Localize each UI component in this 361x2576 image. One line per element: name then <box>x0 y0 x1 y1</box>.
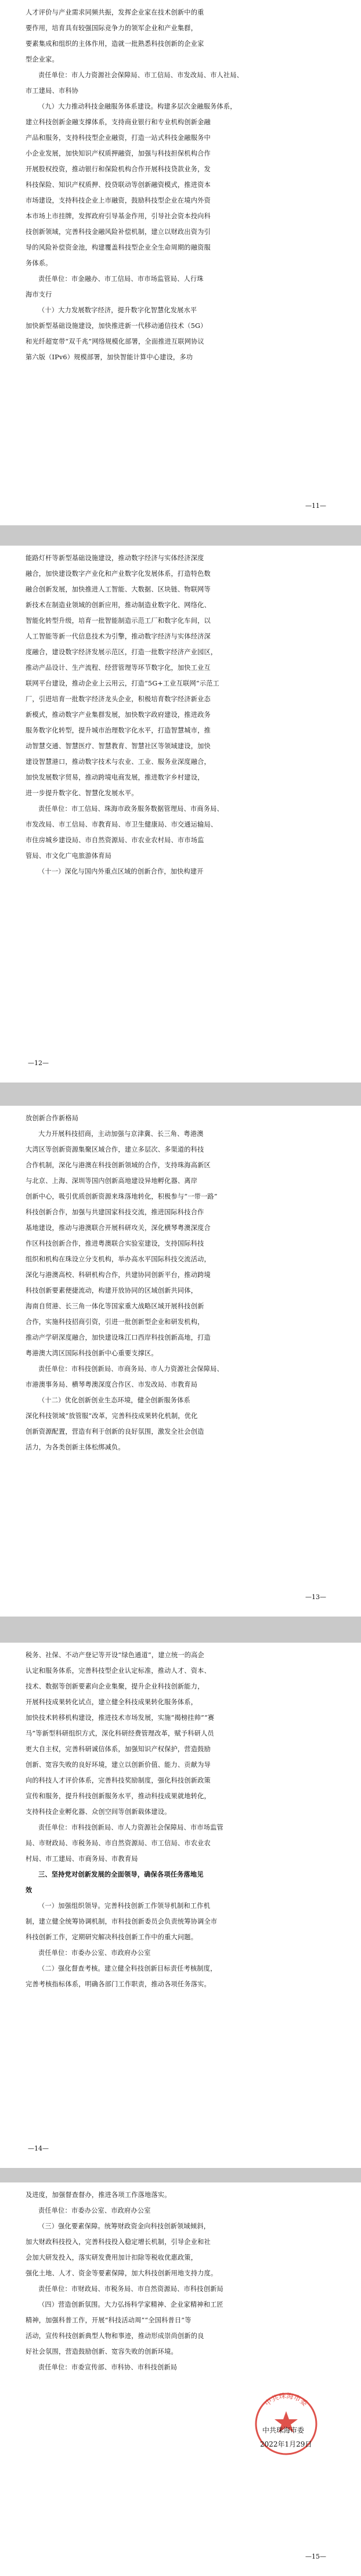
text-line: 建立科技创新金融支撑体系，支持商业银行和专业机构创新金融 <box>26 118 211 126</box>
text-line: （四）营造创新氛围。大力弘扬科学家精神、企业家精神和工匠 <box>38 2301 223 2308</box>
text-line: 市住房城乡建设局、市自然资源局、市农业农村局、市市场监 <box>26 836 204 844</box>
text-line: 能路灯杆等新型基础设施建设，推动数字经济与实体经济深度 <box>26 554 204 562</box>
issuer-name: 中共珠海市委 <box>262 2426 305 2434</box>
text-line: 进一步提升数字化、智慧化发展水平。 <box>26 789 138 797</box>
page-3 <box>0 1106 361 1617</box>
text-line: 推动产学研深度融合，加快建设珠江口西岸科技创新高地，打造 <box>26 1334 211 1341</box>
text-line: 组织和机构在珠设立分支机构，举办高水平国际科技交流活动， <box>26 1255 211 1263</box>
seal-arc-text: 中共珠海市委 <box>263 2391 309 2408</box>
text-line: 开展科技成果转化试点，建立健全科技成果转化服务体系， <box>26 1698 198 1706</box>
text-line: 责任单位：市财政局、市税务局、市自然资源局、市科技创新局 <box>38 2285 223 2293</box>
text-line: 本市场上市挂牌，发挥政府引导基金作用，引导社会资本投向科 <box>26 212 211 220</box>
text-line: 深化与港澳高校、科研机构合作，共建协同创新平台，推动跨境 <box>26 1271 211 1279</box>
text-line: 创新资源配置，营造有利于创新的良好氛围，激发全社会创造 <box>26 1428 204 1435</box>
page-body <box>26 1110 335 1455</box>
text-line: 大力开展科技招商，主动加强与京津冀、长三角、粤港澳 <box>38 1130 204 1138</box>
section-heading-line: 效 <box>26 1886 33 1894</box>
text-line: 强化土地、人才、资金等要素保障，加大科技创新用地支持力度。 <box>26 2270 218 2277</box>
text-line: 加快新型基础设施建设，加快推进新一代移动通信技术（5G） <box>26 322 207 330</box>
text-line: 大湾区等创新资源集聚区域合作，建立多层次、多渠道的科技 <box>26 1146 204 1153</box>
text-line: （三）强化要素保障。统筹财政资金向科技创新领域倾斜， <box>38 2223 211 2230</box>
text-line: 新模式，推动数字产业集群发展，加快数字政府建设，推进政务 <box>26 711 211 719</box>
page-5 <box>0 2182 361 2576</box>
text-line: 责任单位：市科技创新局、市人力资源社会保障局、市市场监管 <box>38 1824 223 1831</box>
page-body <box>26 2187 335 2375</box>
text-line: 科技创新工作，定期研究解决科技创新工作中的重大问题。 <box>26 1933 198 1941</box>
text-line: 会加大研发投入，落实研发费用加计扣除等税收优惠政策， <box>26 2254 198 2261</box>
text-line: 开展股权投资，推动银行和保险机构合作开展科技贷款业务，发 <box>26 165 211 173</box>
text-line: 导的风险补偿资金池，构建覆盖科技型企业全生命周期的融资服 <box>26 244 211 251</box>
text-line: 人才评价与产业需求同频共振，发挥企业家在技术创新中的重 <box>26 9 204 16</box>
text-line: 科技保险、知识产权质押、投贷联动等创新融资模式，推进资本 <box>26 181 211 189</box>
text-line: 市港澳事务局、横琴粤澳深度合作区、市发改局、市教育局 <box>26 1381 198 1388</box>
text-line: 科技创新要素便捷流动，构建开放协同的区域创新共同体， <box>26 1287 198 1294</box>
text-line: 深化科技领域“放管服”改革，完善科技成果转化机制，优化 <box>26 1412 198 1420</box>
page-number: —13— <box>305 1593 326 1601</box>
text-line: 马”等新型科研组织方式，深化科研经费管理改革，赋予科研人员 <box>26 1730 214 1737</box>
text-line: 市场建设，支持科技企业上市融资，鼓励科技型企业在境内外资 <box>26 197 211 204</box>
text-line: 厂，引进培育一批数字经济龙头企业，积极培育数字经济新业态 <box>26 695 211 703</box>
text-line: 推动产品设计、生产流程、经营管理等环节数字化，加快工业互 <box>26 664 211 672</box>
text-line: 活力，为各类创新主体松绑减负。 <box>26 1444 125 1451</box>
text-line: 技术、数据等创新要素向企业集聚，提升企业科技创新能力， <box>26 1683 204 1690</box>
text-line: 动智慧交通、智慧医疗、智慧教育、智慧社区等领域建设，加快 <box>26 742 211 750</box>
text-line: 制，建立健全统筹协调机制，市科技创新委员会负责统筹协调全市 <box>26 1918 218 1925</box>
text-line: 联网平台建设，推动企业上云用云，打造“5G+工业互联网”示范工 <box>26 680 219 687</box>
text-line: （十）大力发展数字经济，提升数字化智慧化发展水平 <box>38 306 197 314</box>
text-line: 更大自主权，完善科研诚信体系，加强知识产权保护，营造鼓励 <box>26 1745 211 1753</box>
page-2 <box>0 546 361 1083</box>
text-line: 放创新合作新格局 <box>26 1114 79 1122</box>
text-line: 创新、宽容失败的良好环境，建立以创新价值、能力、贡献为导 <box>26 1761 211 1769</box>
page-number: —15— <box>305 2553 326 2560</box>
text-line: 务体系。 <box>26 259 52 267</box>
text-line: 合作机制，深化与港澳在科技创新领域的合作，支持珠海高新区 <box>26 1161 211 1169</box>
page-number: —14— <box>28 2145 49 2152</box>
text-line: 精神，加强科普工作，开展“科技活动周”“全国科普日”等 <box>26 2317 192 2324</box>
text-line: 新技术在制造业领域的创新应用，推动制造业数字化、网络化、 <box>26 601 211 609</box>
page-number: —12— <box>28 1059 49 1067</box>
text-line: 市发改局、市工信局、市教育局、市卫生健康局、市交通运输局、 <box>26 821 218 828</box>
text-line: （一）加强组织领导。完善科技创新工作领导机制和工作机 <box>38 1902 211 1910</box>
text-line: （九）大力推动科技金融服务体系建设。构建多层次金融服务体系， <box>38 103 237 110</box>
text-line: 智能化转型升级，培育一批智能制造示范工厂和数字化车间，以 <box>26 617 211 625</box>
page-number: —11— <box>305 502 326 510</box>
text-line: 加大财政科技投入，完善科技投入稳定增长机制，引导企业和社 <box>26 2238 211 2246</box>
text-line: 合作，实施科技招商引资，引进一批创新型企业和研发机构， <box>26 1318 204 1326</box>
text-line: 好社会氛围，营造鼓励创新、宽容失败的创新环境。 <box>26 2348 178 2355</box>
seal-area <box>243 2388 330 2463</box>
page-body <box>26 550 335 879</box>
text-line: 要作用，培育具有较强国际竞争力的领军企业和产业集群， <box>26 24 198 32</box>
text-line: （二）强化督查考核。建立健全科技创新目标责任考核制度， <box>38 1965 217 1972</box>
text-line: 海市支行 <box>26 291 52 298</box>
issue-date: 2022年1月29日 <box>260 2440 312 2448</box>
text-line: 局、市财政局、市税务局、市自然资源局、市工信局、市农业农 <box>26 1839 211 1847</box>
text-line: 加快发展数字贸易，推动跨境电商发展，推进数字乡村建设， <box>26 774 204 781</box>
text-line: 责任单位：市工信局、珠海市政务服务数据管理局、市商务局、 <box>38 805 223 813</box>
text-line: 责任单位：市委办公室、市政府办公室 <box>38 1949 151 1957</box>
text-line: 作区科技创新合作，推进粤澳联合实验室建设，支持国际科技 <box>26 1240 204 1247</box>
text-line: （十一）深化与国内外重点区域的创新合作，加快构建开 <box>38 868 204 875</box>
text-line: 责任单位：市人力资源社会保障局、市工信局、市发改局、市人社局、 <box>38 71 244 79</box>
text-line: 人工智能等新一代信息技术为引擎，推动数字经济与实体经济深 <box>26 633 211 640</box>
text-line: 创新中心，吸引优质创新资源来珠落地转化，积极参与“一带一路” <box>26 1193 218 1200</box>
text-line: 完善考核指标体系，明确各部门工作职责，推动各项任务落实。 <box>26 1980 211 1988</box>
text-line: 村局、市工建局、市商务局、市教育局 <box>26 1855 138 1863</box>
text-line: 责任单位：市科技创新局、市商务局、市人力资源社会保障局、 <box>38 1365 223 1373</box>
text-line: 市工建局、市科协 <box>26 87 79 95</box>
text-line: 度融合，建设数字经济发展示范区，打造一批数字经济产业园区， <box>26 648 218 656</box>
text-line: 和光纤超宽带“双千兆”网络规模化部署，全面推进互联网协议 <box>26 338 204 345</box>
text-line: 小企业发展，加快知识产权质押融资，加强与科技担保机构合作 <box>26 150 211 157</box>
text-line: 建设智慧港口，推动数字技术与农业、工业、服务业深度融合， <box>26 758 211 766</box>
text-line: 支持科技企业孵化器、众创空间等创新载体建设。 <box>26 1808 171 1816</box>
text-line: 责任单位：市金融办、市工信局、市市场监管局、人行珠 <box>38 275 204 283</box>
text-line: 责任单位：市委办公室、市政府办公室 <box>38 2207 151 2214</box>
text-line: 产品和服务，支持科技型企业融资，打造一站式科技金融服务中 <box>26 134 211 142</box>
text-line: 宣传和服务，提升科技创新服务水平，推动科技成果就地转化， <box>26 1792 211 1800</box>
section-heading-line: 三、坚持党对创新发展的全面领导，确保各项任务落地见 <box>38 1871 204 1878</box>
text-line: 认定和服务体系，完善科技型企业认定标准，推动人才、资本、 <box>26 1667 211 1675</box>
text-line: 及进度，加强督查督办，推进各项工作落地落实。 <box>26 2191 171 2199</box>
page-4 <box>0 1643 361 2168</box>
text-line: （十二）优化创新创业生态环境，健全创新服务体系 <box>38 1397 190 1404</box>
text-line: 科技创新合作，加强与共建国家科技交流，推进国际科技合作 <box>26 1208 204 1216</box>
page-body <box>26 5 335 365</box>
text-line: 粤港澳大湾区国际科技创新中心重要支撑区。 <box>26 1350 158 1357</box>
page-1 <box>0 0 361 525</box>
text-line: 融合创新发展，加快推进人工智能、大数据、区块链、物联网等 <box>26 586 211 593</box>
page-body <box>26 1647 335 1992</box>
text-line: 管局、市文化广电旅游体育局 <box>26 852 112 860</box>
text-line: 技创新领域，完善科技金融风险补偿机制，建立以财政出资为引 <box>26 228 211 236</box>
text-line: 向的科技人才评价体系，完善科技奖励制度，强化科技创新政策 <box>26 1777 211 1784</box>
text-line: 服务数字化转型，提升城市治理数字化水平，打造智慧城市，推 <box>26 727 211 734</box>
text-line: 与北京、上海、深圳等国内创新高地建设异地孵化器、离岸 <box>26 1177 198 1185</box>
text-line: 基地建设，推动与港澳联合开展科研攻关，深化横琴粤澳深度合 <box>26 1224 211 1232</box>
text-line: 第六版（IPv6）规模部署，加快智能计算中心建设，多功 <box>26 353 193 361</box>
text-line: 融合，加快建设数字产业化和产业数字化发展体系，打造特色数 <box>26 570 211 578</box>
text-line: 海南自贸港、长三角一体化等国家重大战略区域开展科技创新 <box>26 1303 204 1310</box>
text-line: 型企业家。 <box>26 56 59 63</box>
text-line: 税务、社保、不动产登记等开设“绿色通道”，建立统一的高企 <box>26 1651 204 1659</box>
text-line: 活动，宣传科技创新典型人物和事迹，推动形成崇尚创新的良 <box>26 2332 204 2340</box>
text-line: 加快技术转移机构建设，推进技术市场发展，实施“揭榜挂帅”“赛 <box>26 1714 215 1722</box>
text-line: 要素集成和组织的主体作用，造就一批熟悉科技创新的企业家 <box>26 40 204 48</box>
text-line: 责任单位：市委宣传部、市科协、市科技创新局 <box>38 2364 178 2371</box>
